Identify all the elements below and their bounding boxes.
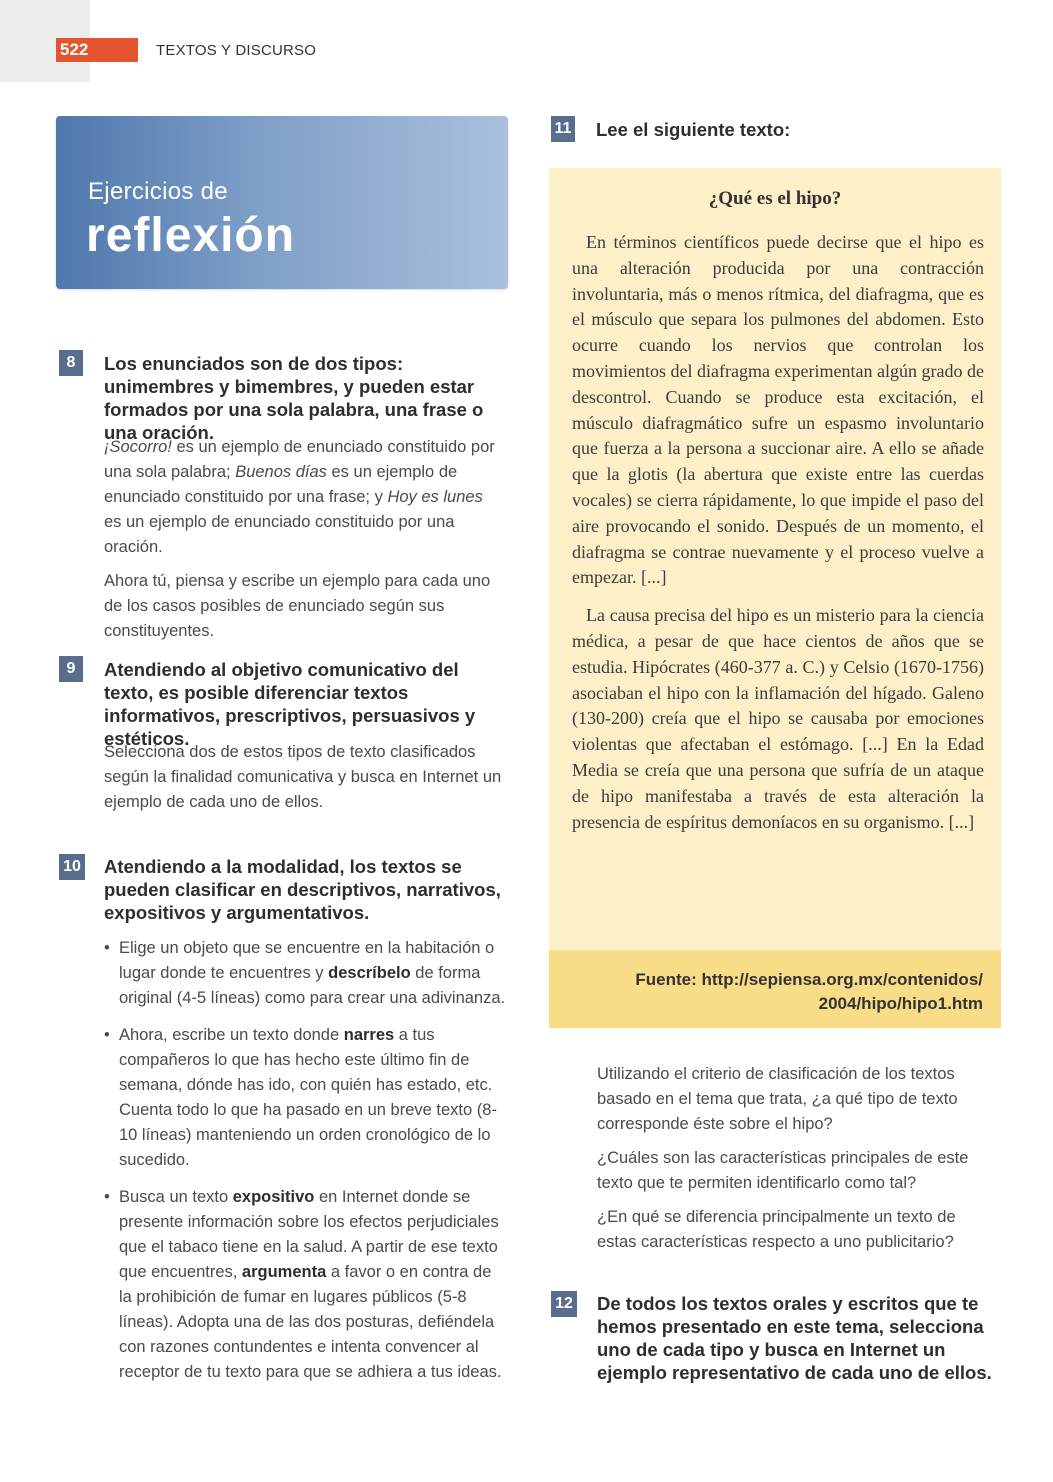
- section-banner: [56, 116, 508, 289]
- exercise-8-paragraph-1: ¡Socorro! es un ejemplo de enunciado constituido por una sola palabra; Buenos días es un ejemplo de enunciado constituido por una frase; y Hoy es lunes es un ejemplo de enunciado constituido por una oración.: [104, 438, 495, 556]
- exercise-10-title: Atendiendo a la modalidad, los textos se pueden clasificar en descriptivos, narrativos, expositivos y argumentativos.: [104, 856, 501, 923]
- banner-title: reflexión: [86, 209, 296, 262]
- article-source-bar: [549, 950, 1001, 1028]
- exercise-9-title: Atendiendo al objetivo comunicativo del texto, es posible diferenciar textos informativos, prescriptivos, persuasivos y estéticos.: [104, 659, 476, 749]
- source-line-2: 2004/hipo/hipo1.htm: [818, 994, 983, 1013]
- exercise-10-task-describe: • Elige un objeto que se encuentre en la habitación o lugar donde te encuentres y descríbelo de forma original (4-5 líneas) como para crear una adivinanza.: [104, 939, 506, 1007]
- exercise-11-questions: [597, 1062, 999, 1264]
- exercise-8-title: Los enunciados son de dos tipos: unimembres y bimembres, y pueden estar formados por una sola palabra, una frase o una oración.: [104, 353, 484, 443]
- exercise-12-number: 12: [551, 1291, 577, 1317]
- article-title: ¿Qué es el hipo?: [708, 188, 842, 209]
- exercise-11-question-2: ¿Cuáles son las características principales de este texto que te permiten identificarlo como tal?: [597, 1149, 969, 1192]
- exercise-9-number: 9: [59, 656, 83, 682]
- exercise-10-task-narrate: • Ahora, escribe un texto donde narres a tus compañeros lo que has hecho este último fin de semana, dónde has ido, con quién has estado, etc. Cuenta todo lo que ha pasado en un breve texto (8-10 líneas) manteniendo un orden cronológico de lo sucedido.: [104, 1026, 497, 1169]
- exercise-8-number: 8: [59, 350, 83, 376]
- article-body: [572, 230, 984, 847]
- exercise-8-body: [104, 435, 502, 653]
- reading-article: [549, 168, 1001, 1028]
- exercise-11-number: 11: [551, 116, 575, 142]
- running-head: TEXTOS Y DISCURSO: [156, 42, 317, 59]
- exercise-9-paragraph-1: Selecciona dos de estos tipos de texto clasificados según la finalidad comunicativa y busca en Internet un ejemplo de cada uno de ellos.: [104, 743, 502, 811]
- exercise-8-paragraph-2: Ahora tú, piensa y escribe un ejemplo para cada uno de los casos posibles de enunciado según sus constituyentes.: [104, 572, 491, 640]
- exercise-11-question-3: ¿En qué se diferencia principalmente un texto de estas características respecto a uno publicitario?: [597, 1208, 956, 1251]
- article-paragraph-2: La causa precisa del hipo es un misterio para la ciencia médica, a pesar de que hace cientos de años que se estudia. Hipócrates (460-377 a. C.) y Celsio (1670-1756) asociaban el hipo con la inflamación del hígado. Galeno (130-200) creía que el hipo se causaba por emociones violentas que afectaban el estómago. [...] En la Edad Media se creía que una persona que sufría de un ataque de hipo manifestaba a través de esta alteración la presencia de espíritus demoníacos en su organismo. [...]: [572, 605, 984, 832]
- banner-subtitle: Ejercicios de: [88, 178, 228, 205]
- source-line-1: Fuente: http://sepiensa.org.mx/contenidos/: [635, 970, 983, 989]
- exercise-11-question-1: Utilizando el criterio de clasificación de los textos basado en el tema que trata, ¿a qué tipo de texto corresponde éste sobre el hipo?: [597, 1065, 958, 1133]
- exercise-10-number: 10: [59, 854, 85, 880]
- exercise-10-tasks: [104, 936, 508, 1397]
- exercise-10-task-argue: • Busca un texto expositivo en Internet donde se presente información sobre los efectos perjudiciales que el tabaco tiene en la salud. A partir de ese texto que encuentres, argumenta a favor o en contra de la prohibición de fumar en lugares públicos (5-8 líneas). Adopta una de las dos posturas, defiéndela con razones contundentes e intenta convencer al receptor de tu texto para que se adhiera a tus ideas.: [104, 1188, 502, 1381]
- article-paragraph-1: En términos científicos puede decirse que el hipo es una alteración producida por una contracción involuntaria, más o menos rítmica, del diafragma, que es el músculo que separa los pulmones del abdomen. Esto ocurre cuando los nervios que controlan los movimientos del diafragma experimentan algún grado de descontrol. Cuando se produce esta excitación, el músculo diafragmático sufre un espasmo involuntario que fuerza a la persona a succionar aire. A ello se añade que la glotis (la abertura que existe entre las cuerdas vocales) se cierra rápidamente, lo que impide el paso del aire provocando el sonido. Después de un momento, el diafragma se contrae nuevamente y el proceso vuelve a empezar. [...]: [572, 232, 984, 588]
- exercise-12-title: De todos los textos orales y escritos que te hemos presentado en este tema, selecciona uno de cada tipo y busca en Internet un ejemplo representativo de cada uno de ellos.: [597, 1293, 992, 1383]
- page-number: 522: [56, 38, 138, 62]
- exercise-11-title: Lee el siguiente texto:: [596, 119, 791, 140]
- article-source: [635, 968, 983, 1016]
- exercise-9-body: [104, 740, 502, 824]
